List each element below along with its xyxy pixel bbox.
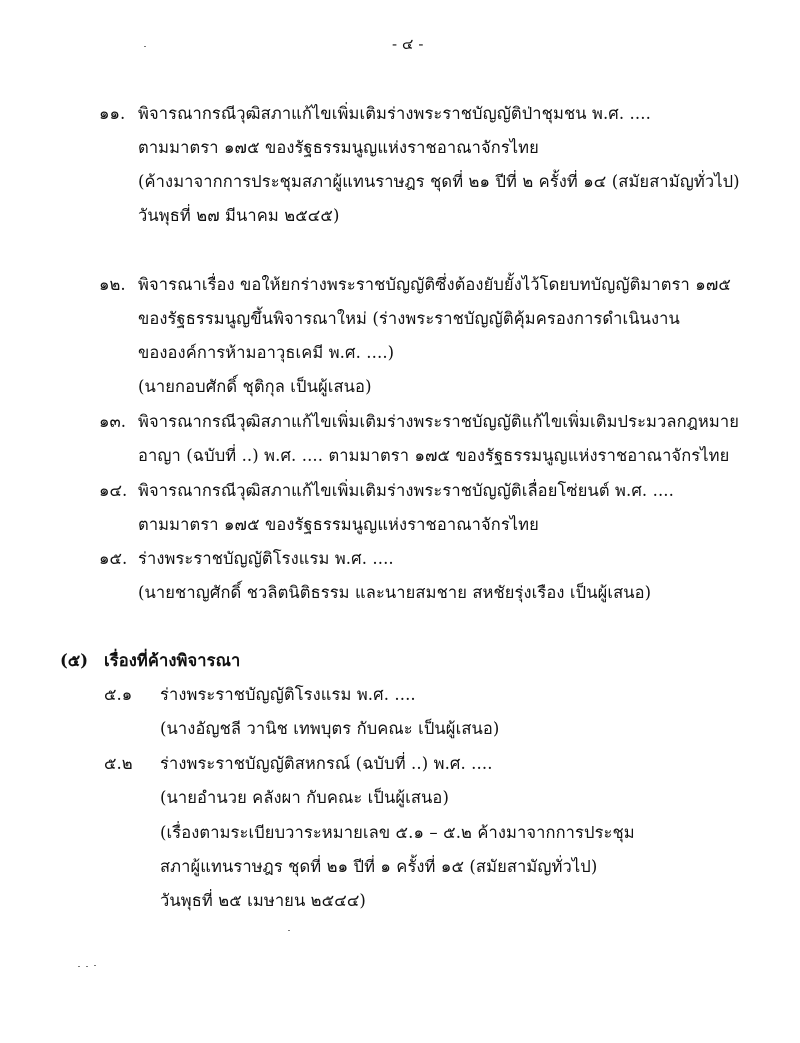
item-number: ๑๓. bbox=[99, 412, 126, 431]
page-number: - ๔ - bbox=[392, 35, 424, 53]
item-text-line: พิจารณากรณีวุฒิสภาแก้ไขเพิ่มเติมร่างพระราชบัญญัติเลื่อยโซ่ยนต์ พ.ศ. .... bbox=[138, 481, 674, 500]
item-text-line: ตามมาตรา ๑๗๕ ของรัฐธรรมนูญแห่งราชอาณาจักรไทย bbox=[138, 138, 539, 157]
item-number: ๑๒. bbox=[99, 275, 126, 294]
item-text-line: (ค้างมาจากการประชุมสภาผู้แทนราษฎร ชุดที่ ๒๑ ปีที่ ๒ ครั้งที่ ๑๔ (สมัยสามัญทั่วไป) bbox=[138, 172, 740, 191]
item-number: ๑๕. bbox=[99, 549, 128, 568]
item-number: ๑๔. bbox=[99, 481, 128, 500]
subitem-text-line: สภาผู้แทนราษฎร ชุดที่ ๒๑ ปีที่ ๑ ครั้งที่ ๑๕ (สมัยสามัญทั่วไป) bbox=[160, 857, 598, 876]
item-text-line: (นายกอบศักดิ์ ชุติกุล เป็นผู้เสนอ) bbox=[138, 377, 372, 396]
item-text-line: ขององค์การห้ามอาวุธเคมี พ.ศ. ....) bbox=[138, 343, 395, 362]
scan-speck bbox=[78, 966, 80, 967]
subitem-text-line: วันพุธที่ ๒๕ เมษายน ๒๕๔๔) bbox=[160, 891, 366, 910]
section-number: (๕) bbox=[60, 651, 89, 670]
scan-speck bbox=[94, 965, 96, 966]
item-text-line: อาญา (ฉบับที่ ..) พ.ศ. .... ตามมาตรา ๑๗๕ ของรัฐธรรมนูญแห่งราชอาณาจักรไทย bbox=[138, 446, 730, 465]
subitem-text-line: (นางอัญชลี วานิช เทพบุตร กับคณะ เป็นผู้เสนอ) bbox=[160, 719, 500, 738]
subitem-text-line: (นายอำนวย คลังผา กับคณะ เป็นผู้เสนอ) bbox=[160, 788, 449, 807]
item-text-line: ร่างพระราชบัญญัติโรงแรม พ.ศ. .... bbox=[138, 549, 394, 568]
item-text-line: วันพุธที่ ๒๗ มีนาคม ๒๕๔๕) bbox=[138, 206, 340, 225]
section-title: เรื่องที่ค้างพิจารณา bbox=[104, 651, 241, 670]
subitem-number: ๕.๒ bbox=[104, 754, 133, 773]
subitem-number: ๕.๑ bbox=[104, 685, 133, 704]
item-number: ๑๑. bbox=[99, 104, 126, 123]
item-text-line: พิจารณากรณีวุฒิสภาแก้ไขเพิ่มเติมร่างพระราชบัญญัติป่าชุมชน พ.ศ. .... bbox=[138, 104, 651, 123]
item-text-line: พิจารณากรณีวุฒิสภาแก้ไขเพิ่มเติมร่างพระราชบัญญัติแก้ไขเพิ่มเติมประมวลกฎหมาย bbox=[138, 412, 739, 431]
item-text-line: พิจารณาเรื่อง ขอให้ยกร่างพระราชบัญญัติซึ่งต้องยับยั้งไว้โดยบทบัญญัติมาตรา ๑๗๕ bbox=[138, 275, 731, 294]
scan-speck bbox=[86, 966, 88, 967]
scan-speck bbox=[144, 46, 146, 47]
subitem-text-line: (เรื่องตามระเบียบวาระหมายเลข ๕.๑ – ๕.๒ ค้างมาจากการประชุม bbox=[160, 823, 635, 842]
scan-speck bbox=[288, 930, 290, 931]
item-text-line: ตามมาตรา ๑๗๕ ของรัฐธรรมนูญแห่งราชอาณาจักรไทย bbox=[138, 515, 539, 534]
subitem-text-line: ร่างพระราชบัญญัติสหกรณ์ (ฉบับที่ ..) พ.ศ. .... bbox=[160, 754, 493, 773]
subitem-text-line: ร่างพระราชบัญญัติโรงแรม พ.ศ. .... bbox=[160, 685, 416, 704]
item-text-line: (นายชาญศักดิ์ ชวลิตนิติธรรม และนายสมชาย สหชัยรุ่งเรือง เป็นผู้เสนอ) bbox=[138, 583, 652, 602]
item-text-line: ของรัฐธรรมนูญขึ้นพิจารณาใหม่ (ร่างพระราชบัญญัติคุ้มครองการดำเนินงาน bbox=[138, 309, 680, 328]
